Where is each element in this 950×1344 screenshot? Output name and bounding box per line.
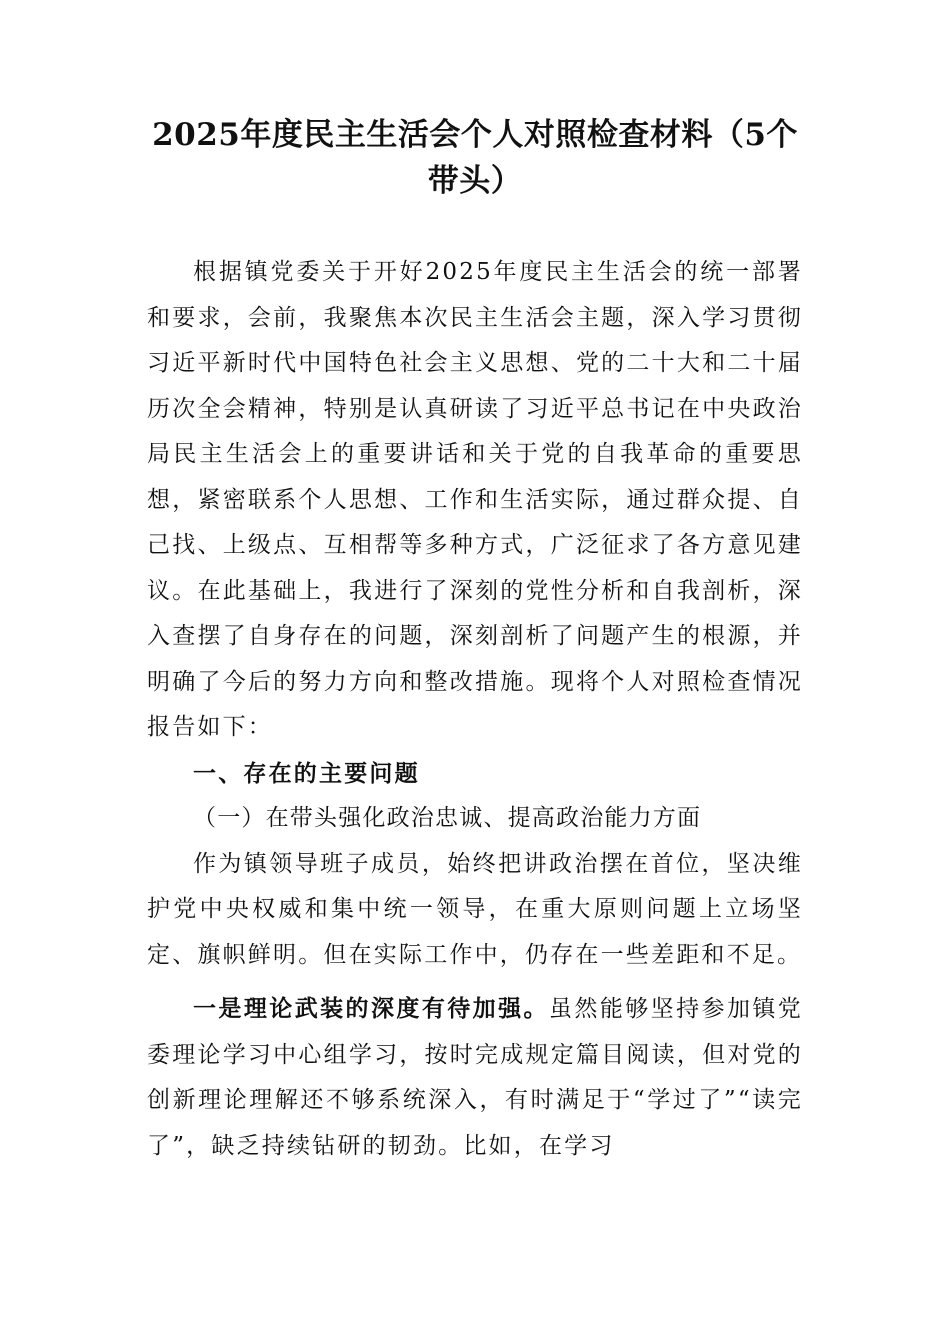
document-body <box>147 250 803 1169</box>
document-title: 2025年度民主生活会个人对照检查材料（5个带头） <box>152 117 798 199</box>
point-text: 虽然能够坚持参加镇党委理论学习中心组学习，按时完成规定篇目阅读，但对党的创新理论理解还不够系统深入，有时满足于“学过了”“读完了”，缺乏持续钻研的韧劲。比如，在学习 <box>147 996 803 1159</box>
subsection-paragraph: 作为镇领导班子成员，始终把讲政治摆在首位，坚决维护党中央权威和集中统一领导，在重大原则问题上立场坚定、旗帜鲜明。但在实际工作中，仍存在一些差距和不足。 <box>147 850 803 968</box>
intro-paragraph: 根据镇党委关于开好2025年度民主生活会的统一部署和要求，会前，我聚焦本次民主生活会主题，深入学习贯彻习近平新时代中国特色社会主义思想、党的二十大和二十届历次全会精神，特别是认真研读了习近平总书记在中央政治局民主生活会上的重要讲话和关于党的自我革命的重要思想，紧密联系个人思想、工作和生活实际，通过群众提、自己找、上级点、互相帮等多种方式，广泛征求了各方意见建议。在此基础上，我进行了深刻的党性分析和自我剖析，深入查摆了自身存在的问题，深刻剖析了问题产生的根源，并明确了今后的努力方向和整改措施。现将个人对照检查情况报告如下： <box>147 259 803 740</box>
point-paragraph <box>147 986 803 1169</box>
section-heading: 一、存在的主要问题 <box>193 759 420 787</box>
subsection-heading: （一）在带头强化政治忠诚、提高政治能力方面 <box>193 805 702 831</box>
point-lead: 一是理论武装的深度有待加强。 <box>193 995 549 1022</box>
